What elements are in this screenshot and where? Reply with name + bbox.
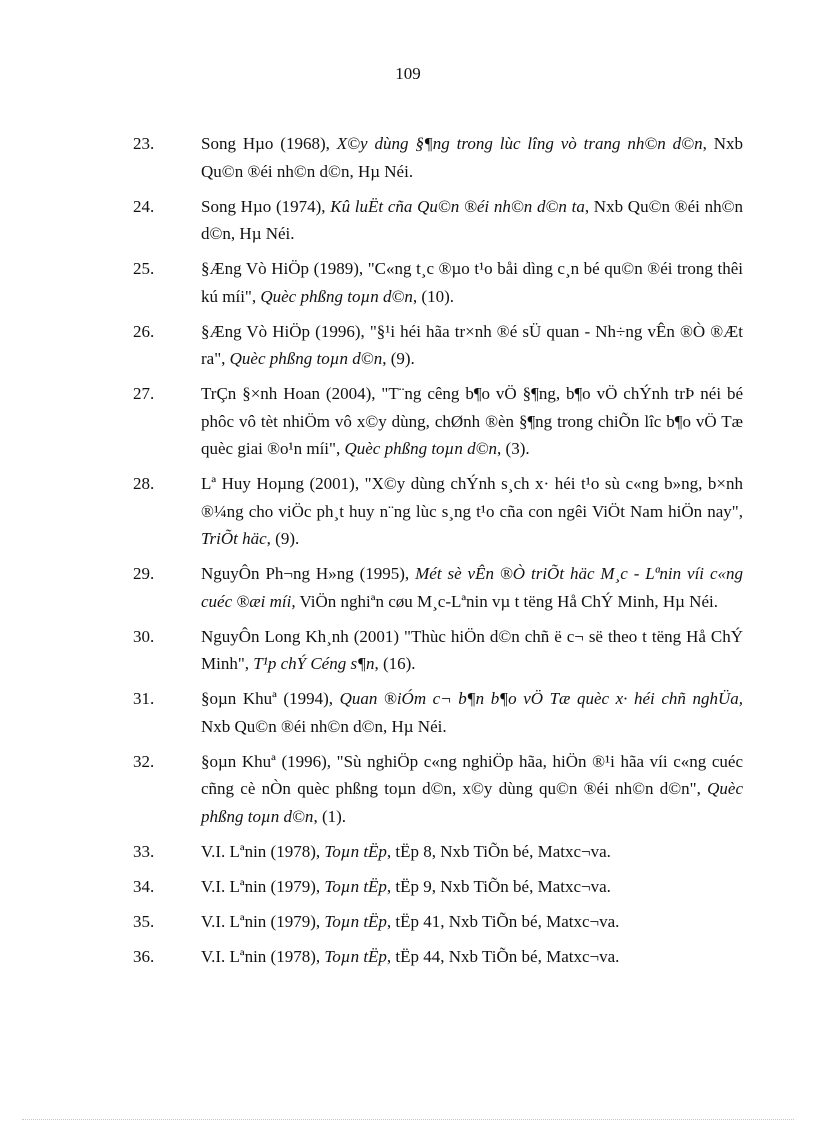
reference-details: , (9). [266, 529, 300, 548]
reference-text: NguyÔn Ph¬ng H»ng (1995), [201, 564, 416, 583]
reference-number: 36. [133, 946, 155, 966]
reference-details: ViÖn nghiªn cøu M¸c-Lªnin vµ t tëng Hå ChÝ Minh, Hµ Néi. [295, 591, 718, 611]
reference-number: 35. [133, 911, 155, 931]
reference-number: 27. [133, 384, 155, 403]
reference-details: , (1). [313, 806, 347, 826]
reference-title: Toµn tËp [324, 876, 387, 896]
page-number: 109 [395, 64, 421, 83]
reference-details: , Nxb Qu©n ®éi nh©n d©n, Hµ Néi. [201, 134, 743, 181]
reference-title: Toµn tËp [324, 946, 387, 966]
reference-title: Quèc phßng toµn d©n [201, 779, 743, 826]
page-bottom-divider [22, 1119, 794, 1120]
reference-number: 25. [133, 259, 155, 278]
reference-details: , tËp 44, Nxb TiÕn bé, Matxc¬va. [386, 946, 620, 966]
reference-details: , (9). [382, 349, 415, 368]
reference-text: TrÇn §×nh Hoan (2004), "T¨ng cêng b¶o vÖ §¶ng, b¶o vÖ chÝnh trÞ néi bé phôc vô tèt nhiÖm vô x©y dùng, chØnh ®èn §¶ng trong chiÕn lîc b¶o vÖ Tæ quèc giai ®o¹n míi", [201, 384, 743, 458]
reference-title: Kû luËt cña Qu©n ®éi nh©n d©n ta [330, 196, 585, 216]
reference-details: Nxb Qu©n ®éi nh©n d©n, Hµ Néi. [201, 716, 447, 736]
reference-title: Quèc phßng toµn d©n [229, 349, 383, 368]
reference-text: Lª Huy Hoµng (2001), "X©y dùng chÝnh s¸ch x· héi t¹o sù c«ng b»ng, b×nh ®¼ng cho viÖc ph¸t huy n¨ng lùc s¸ng t¹o cña con ngêi ViÖt Nam hiÖn nay", [201, 474, 743, 521]
reference-title: Quèc phßng toµn d©n [260, 286, 413, 306]
reference-number: 30. [133, 626, 155, 646]
reference-title: Quèc phßng toµn d©n [344, 439, 498, 458]
reference-item [133, 685, 743, 740]
reference-number: 26. [133, 321, 155, 341]
reference-details: , (10). [412, 286, 454, 306]
reference-text: V.I. Lªnin (1978), [201, 946, 325, 966]
reference-details: , tËp 41, Nxb TiÕn bé, Matxc¬va. [386, 911, 620, 931]
reference-item [133, 560, 743, 615]
reference-text: §Æng Vò HiÖp (1996), "§¹i héi hãa tr×nh ®é sÜ quan - Nh÷ng vÊn ®Ò ®Æt ra", [201, 321, 743, 368]
reference-text: Song Hµo (1968), [201, 134, 337, 153]
reference-text: V.I. Lªnin (1979), [201, 911, 325, 931]
reference-text: V.I. Lªnin (1979), [201, 876, 325, 896]
reference-number: 24. [133, 196, 155, 216]
reference-item [133, 255, 743, 310]
reference-text: V.I. Lªnin (1978), [201, 841, 325, 861]
reference-number: 31. [133, 689, 155, 708]
reference-details: , tËp 8, Nxb TiÕn bé, Matxc¬va. [386, 841, 611, 861]
reference-text: §oµn Khuª (1994), [201, 689, 340, 708]
reference-title: Toµn tËp [324, 911, 387, 931]
reference-details: , (3). [497, 439, 530, 458]
reference-item [133, 130, 743, 185]
reference-number: 23. [133, 134, 155, 153]
reference-list [133, 130, 743, 978]
reference-details: , tËp 9, Nxb TiÕn bé, Matxc¬va. [386, 876, 611, 896]
reference-title: TriÕt häc [201, 529, 267, 548]
reference-item [133, 380, 743, 463]
reference-details: , Nxb Qu©n ®éi nh©n d©n, Hµ Néi. [201, 196, 743, 243]
reference-title: Mét sè vÊn ®Ò triÕt häc M¸c - Lªnin víi c«ng cuéc ®æi míi, [201, 564, 743, 611]
reference-item [133, 943, 743, 971]
reference-item [133, 873, 743, 901]
reference-title: Quan ®iÓm c¬ b¶n b¶o vÖ Tæ quèc x· héi chñ nghÜa, [339, 689, 743, 708]
reference-number: 34. [133, 876, 155, 896]
reference-text: §oµn Khuª (1996), "Sù nghiÖp c«ng nghiÖp hãa, hiÖn ®¹i hãa víi c«ng cuéc cñng cè nÒn quèc phßng toµn d©n, x©y dùng qu©n ®éi nh©n d©n", [201, 751, 743, 798]
reference-number: 29. [133, 564, 155, 583]
reference-number: 28. [133, 474, 155, 493]
reference-number: 33. [133, 841, 155, 861]
reference-item [133, 318, 743, 373]
reference-text: §Æng Vò HiÖp (1989), "C«ng t¸c ®µo t¹o båi dìng c¸n bé qu©n ®éi trong thêi kú míi", [201, 259, 743, 306]
reference-item [133, 193, 743, 248]
reference-title: X©y dùng §¶ng trong lùc lîng vò trang nh©n d©n [336, 134, 703, 153]
reference-number: 32. [133, 751, 155, 771]
reference-text: Song Hµo (1974), [201, 196, 331, 216]
reference-title: T¹p chÝ Céng s¶n [253, 654, 375, 673]
reference-item [133, 623, 743, 678]
reference-text: NguyÔn Long Kh¸nh (2001) "Thùc hiÖn d©n chñ ë c¬ së theo t tëng Hå ChÝ Minh", [201, 626, 743, 673]
reference-item [133, 838, 743, 866]
reference-item [133, 470, 743, 553]
reference-item [133, 908, 743, 936]
reference-item [133, 748, 743, 831]
reference-title: Toµn tËp [324, 841, 387, 861]
reference-details: , (16). [374, 654, 416, 673]
